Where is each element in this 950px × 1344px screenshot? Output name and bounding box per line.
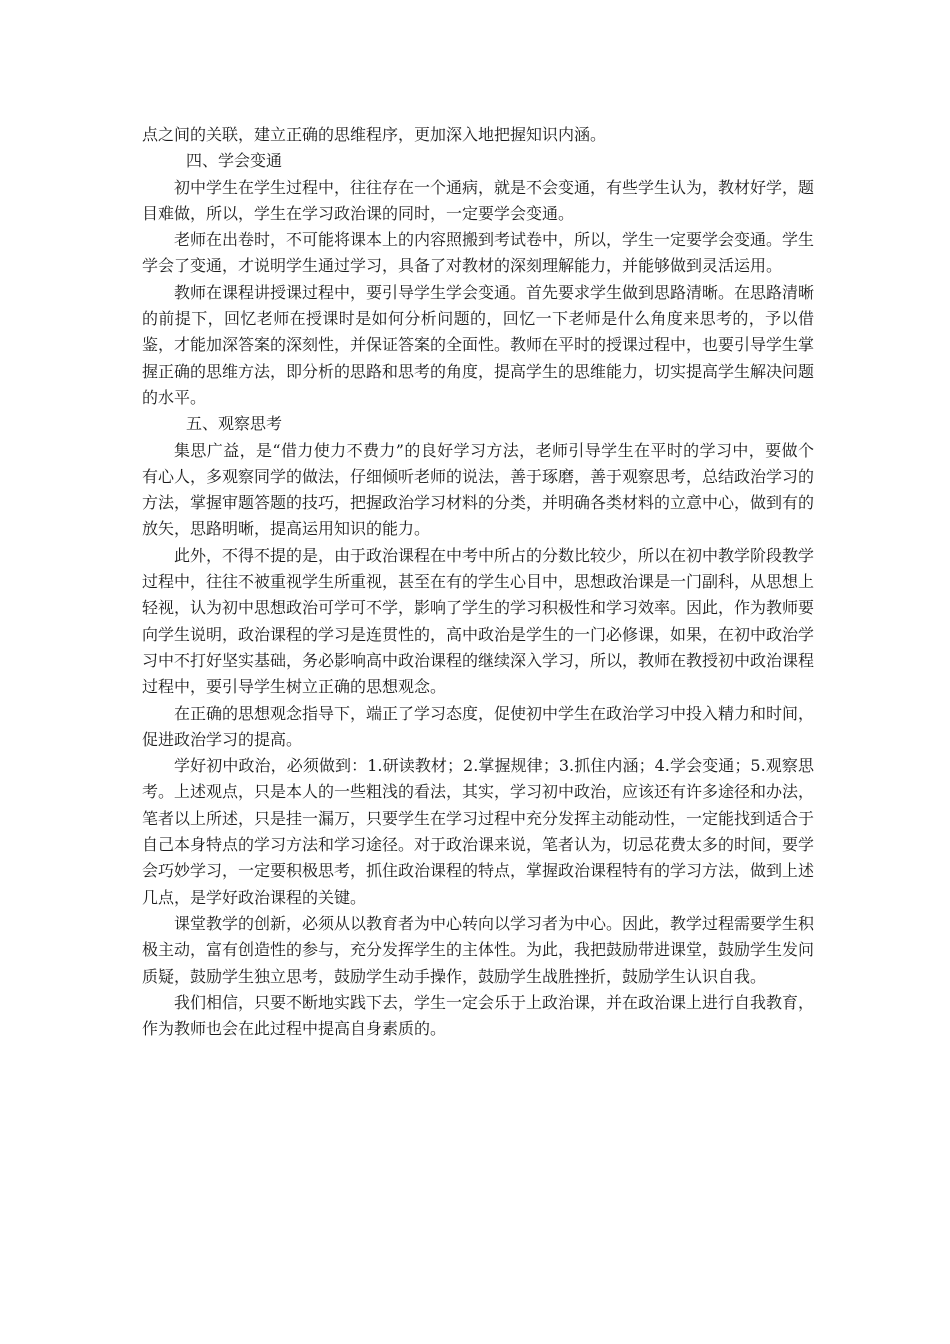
paragraph-continuation: 点之间的关联，建立正确的思维程序，更加深入地把握知识内涵。 (142, 125, 607, 144)
paragraph: 学好初中政治，必须做到：1.研读教材；2.掌握规律；3.抓住内涵；4.学会变通；5.观察思考。上述观点，只是本人的一些粗浅的看法，其实，学习初中政治，应该还有许多途径和办法，笔者以上所述，只是挂一漏万，只要学生在学习过程中充分发挥主动能动性，一定能找到适合于自己本身特点的学习方法和学习途径。对于政治课来说，笔者认为，切忌花费太多的时间，要学会巧妙学习，一定要积极思考，抓住政治课程的特点，掌握政治课程特有的学习方法，做到上述几点，是学好政治课程的关键。 (142, 756, 815, 907)
paragraph: 在正确的思想观念指导下，端正了学习态度，促使初中学生在政治学习中投入精力和时间，促进政治学习的提高。 (142, 703, 815, 749)
paragraph: 老师在出卷时，不可能将课本上的内容照搬到考试卷中，所以，学生一定要学会变通。学生学会了变通，才说明学生通过学习，具备了对教材的深刻理解能力，并能够做到灵活运用。 (142, 230, 815, 276)
paragraph: 我们相信，只要不断地实践下去，学生一定会乐于上政治课，并在政治课上进行自我教育，作为教师也会在此过程中提高自身素质的。 (142, 992, 815, 1039)
section-heading-observe: 五、观察思考 (186, 414, 283, 434)
paragraph: 教师在课程讲授课过程中，要引导学生学会变通。首先要求学生做到思路清晰。在思路清晰的前提下，回忆老师在授课时是如何分析问题的，回忆一下老师是什么角度来思考的，予以借鉴，才能加深答案的深刻性，并保证答案的全面性。教师在平时的授课过程中，也要引导学生掌握正确的思维方法，即分析的思路和思考的角度，提高学生的思维能力，切实提高学生解决问题的水平。 (142, 282, 815, 407)
paragraph: 课堂教学的创新，必须从以教育者为中心转向以学习者为中心。因此，教学过程需要学生积极主动，富有创造性的参与，充分发挥学生的主体性。为此，我把鼓励带进课堂，鼓励学生发问质疑，鼓励学生独立思考，鼓励学生动手操作，鼓励学生战胜挫折，鼓励学生认识自我。 (142, 913, 815, 986)
section-heading-adapt: 四、学会变通 (186, 151, 283, 171)
paragraph: 集思广益，是“借力使力不费力”的良好学习方法，老师引导学生在平时的学习中，要做个有心人，多观察同学的做法，仔细倾听老师的说法，善于琢磨，善于观察思考，总结政治学习的方法，掌握审题答题的技巧，把握政治学习材料的分类，并明确各类材料的立意中心，做到有的放矢，思路明晰，提高运用知识的能力。 (142, 440, 815, 539)
paragraph: 初中学生在学生过程中，往往存在一个通病，就是不会变通，有些学生认为，教材好学，题目难做，所以，学生在学习政治课的同时，一定要学会变通。 (142, 177, 815, 223)
paragraph: 此外，不得不提的是，由于政治课程在中考中所占的分数比较少，所以在初中教学阶段教学过程中，往往不被重视学生所重视，甚至在有的学生心目中，思想政治课是一门副科，从思想上轻视，认为初中思想政治可学可不学，影响了学生的学习积极性和学习效率。因此，作为教师要向学生说明，政治课程的学习是连贯性的，高中政治是学生的一门必修课，如果，在初中政治学习中不打好坚实基础，务必影响高中政治课程的继续深入学习，所以，教师在教授初中政治课程过程中，要引导学生树立正确的思想观念。 (142, 545, 815, 697)
document-page (142, 122, 814, 1042)
